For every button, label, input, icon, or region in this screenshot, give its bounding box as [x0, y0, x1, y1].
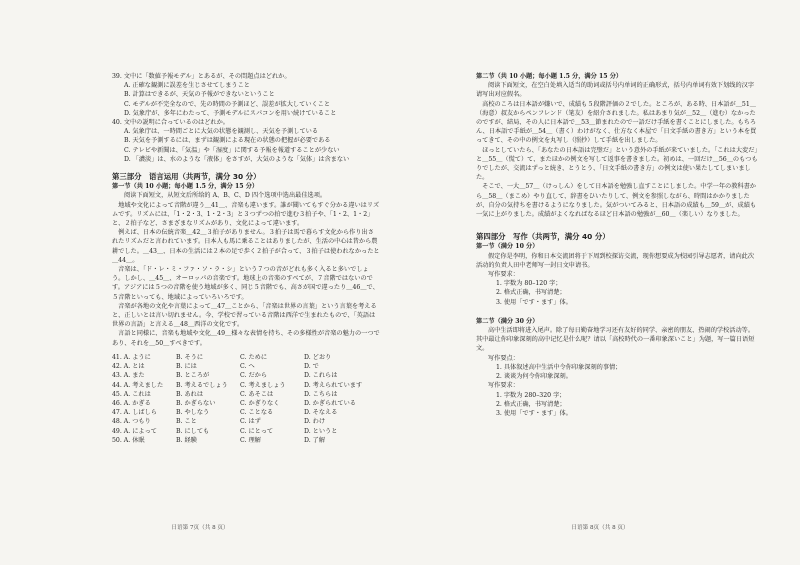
choice: D. で: [304, 363, 319, 371]
choice: 44. A. 考えました: [112, 381, 164, 389]
page-8: [400, 0, 800, 565]
choice: B. には: [176, 363, 197, 371]
passage-paragraph: ほっとしていたら、「あなたの日本語は完璧だ」という意外の手紙が来ていました。「これは大変だ」と＿55＿（慌て）て、またほかの例文を写して返事を書きました。初めは、一回だけ＿56＿のもつもりでしたが、交流はずっと続き、とうとう、「日文手紙の書き方」の例文は使い果たしてしまいました。: [476, 146, 758, 182]
choice: C. へ: [240, 363, 255, 371]
choice: 48. A. つもり: [112, 418, 151, 426]
part4-prompt2: 高中生活即将进入尾声。除了每日勤奋地学习还有友好的同学、亲密的朋友、热闹的学校活动等。其中最让你印象深刻的高中记忆是什么呢？请以「高校時代の一番印象深いこと」为题，写一篇日语短文。: [476, 327, 755, 353]
choice: B. こと: [176, 418, 197, 426]
choice: D. 了解: [304, 436, 326, 444]
choice: C. 理解: [240, 436, 261, 444]
choice-row-41: [112, 353, 380, 362]
choice: D. 考えられています: [304, 381, 363, 389]
requirement-item: 3. 使用「です・ます」体。: [496, 298, 572, 306]
choice: C. あそこは: [240, 390, 274, 398]
section2-title: 第二节（共 10 小题；每小题 1.5 分，满分 15 分）: [476, 73, 623, 80]
passage-paragraph: 例えば、日本の伝統音楽＿42＿３拍子がありません。３拍子は馬で暮らす文化から作り出されたリズムだと言われています。日本人も馬に乗ることはありましたが、生活の中心は昔から農耕でした。＿43＿、日本の生活には２本の足で歩く２拍子が合って、３拍子は使われなかったと＿44＿。: [112, 229, 380, 264]
choice: D. かぎられている: [304, 399, 356, 407]
choice-row-48: [112, 417, 380, 426]
q40-option-a: A. 気象庁は、一時間ごとに大気の状態を観測し、天気を予測している: [124, 128, 319, 136]
part4-title: 第四部分 写作（共两节，满分 40 分）: [476, 232, 610, 242]
choice: C. ために: [240, 353, 268, 361]
passage-paragraph: 地域や文化によって音階が違う＿41＿、音楽も違います。誰が聞いてもすぐ分かる違いはリズムです。リズムには、「1・2・3、1・2・3」と３つずつの拍で進む３拍子や、「1・2、1・2」と、２拍子など、さまざまなリズムがあり、文化によって違います。: [112, 201, 380, 228]
requirement-item: 1. 字数为 280–320 字；: [496, 391, 566, 399]
choice: 41. A. ように: [112, 353, 151, 361]
choice: C. 考えましょう: [240, 381, 286, 389]
choice: 50. A. 休眠: [112, 436, 145, 444]
choice: D. というと: [304, 427, 338, 435]
choice: 46. A. かぎる: [112, 399, 151, 407]
requirement-item: 3. 使用「です・ます」体。: [496, 409, 572, 417]
choice: B. かぎらない: [176, 399, 216, 407]
choice: C. にとって: [240, 427, 274, 435]
points-label: 写作要点：: [488, 354, 519, 362]
choice: B. あれは: [176, 390, 204, 398]
requirement-item: 2. 格式正确，书写清楚；: [496, 289, 566, 297]
passage-paragraph: 音楽は、「ド・レ・ミ・ファ・ソ・ラ・シ」という７つの音がどれも多く入ると多いでしょう。しかし、＿45＿、オーロッパの音楽です。地球上の音楽のすべてが、７音階ではないのです。アジアには５つの音階を使う地域が多く、同じ５音階でも、高さが国で違ったり＿46＿で、５音階といっても、地域によっていろいろです。: [112, 266, 379, 301]
choice: D. わけ: [304, 418, 326, 426]
choice-row-42: [112, 362, 380, 371]
choice: 49. A. によって: [112, 427, 157, 435]
choice: B. そうに: [176, 353, 204, 361]
q39-option-c: C. モデルが不完全なので、先の時間の予測ほど、誤差が拡大していくこと: [124, 100, 331, 108]
q39-option-d: D. 気象庁が、多年にわたって、予測モデルにスパコンを用い続けていること: [124, 109, 337, 117]
part4-section2-title: 第二节（满分 30 分）: [476, 317, 539, 325]
part4-prompt1: 假定你是李明，你和日本交流团将于下周到校探访交流，现你想要成为校园引导志愿者，请向此次活动的负责人田中老师写一封日文申请书。: [476, 252, 755, 269]
choice-row-47: [112, 408, 380, 417]
choice: 42. A. とは: [112, 363, 145, 371]
choice: D. どおり: [304, 353, 332, 361]
choice: D. そなえる: [304, 409, 338, 417]
part3-instructions: 阅读下面短文，从短文后所给的 A、B、C、D 四个选项中选出最佳选项。: [124, 192, 327, 200]
page-8-footer: 日语第 8页（共 8 页）: [571, 525, 629, 531]
point-item: 2. 谈谈为何令你印象深刻。: [496, 373, 572, 381]
choice-row-44: [112, 381, 380, 390]
page-7-footer: 日语第 7页（共 8 页）: [171, 525, 229, 531]
choice: C. かぎりなく: [240, 399, 280, 407]
passage-paragraph: そこで、一大＿57＿（けっしん）をして日本語を勉強し直すことにしました。中学一年の教科書から＿58＿（まこめ）やり直して、辞書をひいたりして、例文を参照しながら、時間はかかりましたが、自分の気持ちを書けるようになりました。気がついてみると、日本語の成績も＿59＿が、成績も一気に上がりました。成績がよくなればなるほど日本語の勉強が＿60＿（楽しい）なりました。: [476, 183, 757, 219]
choice: 45. A. これは: [112, 390, 151, 398]
q39-stem: 39. 文中に「数値予報モデル」とあるが、その問題点はどれか。: [112, 73, 291, 80]
page-7-content: [112, 72, 380, 445]
passage-paragraph: 言語と同様に、音楽も地域や文化＿49＿様々な表情を持ち、その多様性が音楽の魅力の一つであり、それを＿50＿すべきです。: [112, 330, 380, 347]
q40-option-c: C. テレビや新聞は、「気温」や「湿度」に関する予報を報道することが少ない: [124, 146, 340, 154]
choice-row-45: [112, 390, 380, 399]
passage-paragraph: 高校のころは日本語が嫌いで、成績も５段階評価の２でした。ところが、ある時、日本語が＿51＿（海意）叔友からペンフレンド（笔友）を紹介されました。私はあまり気が＿52＿（進む）なかったのですが、結局、その人に日本語で＿53＿節まれたので一語だけ手紙を書くことにしました。もちろん、日本語で手紙が＿54＿（書く）わけがなく、仕方なく本屋で「日文手紙の書き方」という本を買ってきて、その中の例文を丸写し（照抄）して手紙を出しました。: [476, 100, 757, 145]
choice: B. ところが: [176, 372, 210, 380]
part3-title: 第三部分 语言运用（共两节，满分 30 分）: [112, 172, 261, 182]
q39-option-b: B. 計算はできるが、天気の予報ができないということ: [124, 91, 275, 99]
point-item: 1. 具体叙述高中生活中令你印象深刻的事情；: [496, 363, 622, 371]
choice: 43. A. また: [112, 372, 145, 380]
choice-row-43: [112, 371, 380, 380]
choice-row-46: [112, 399, 380, 408]
q40-option-d: D. 「濃淡」は、水のような「液体」をさすが、大気のような「気体」は含まない: [124, 155, 350, 163]
choice: D. これらは: [304, 372, 338, 380]
choice: B. 考えるでしょう: [176, 381, 228, 389]
choice: D. こちらは: [304, 390, 338, 398]
section2-instructions: 阅读下面短文，在空白处填入适当的助词或括号内单词的正确形式，括号内单词有效下划线的汉字请写出对应假名。: [476, 82, 755, 99]
q40-stem: 40. 文中の説明に合っているのはどれか。: [112, 119, 229, 127]
choice: 47. A. しばしら: [112, 409, 157, 417]
requirement-item: 2. 格式正确，书写清楚；: [496, 400, 566, 408]
choice-row-49: [112, 427, 380, 436]
requirements-label: 写作要求：: [488, 382, 519, 390]
choice: B. にしても: [176, 427, 210, 435]
part3-section1-title: 第一节（共 10 小题；每小题 1.5 分，满分 15 分）: [112, 183, 259, 191]
requirements-label: 写作要求：: [488, 271, 519, 279]
choice: C. ことなる: [240, 409, 274, 417]
choice-row-50: [112, 436, 380, 445]
choice: B. やしなう: [176, 409, 210, 417]
part4-section1-title: 第一节（满分 10 分）: [476, 243, 539, 251]
choice: B. 経験: [176, 436, 197, 444]
q40-option-b: B. 天気を予測するには、まずは観測による現在の状態の把握が必要である: [124, 137, 331, 145]
requirement-item: 1. 字数为 80–120 字；: [496, 280, 562, 288]
q39-option-a: A. 正確な観測に誤差を生じさせてしまうこと: [124, 82, 250, 90]
choice: C. はず: [240, 418, 261, 426]
page-8-content: [476, 72, 758, 418]
choice: C. だから: [240, 372, 268, 380]
passage-paragraph: 音楽が各地の文化や言葉によって＿47＿ことから、「音楽は世界の言葉」という言葉を考えると、正しいとは言い切れません。今、学校で習っている音階は西洋で生まれたもので、「英語は世界の言語」と言える＿48＿西洋の文化です。: [112, 302, 377, 329]
